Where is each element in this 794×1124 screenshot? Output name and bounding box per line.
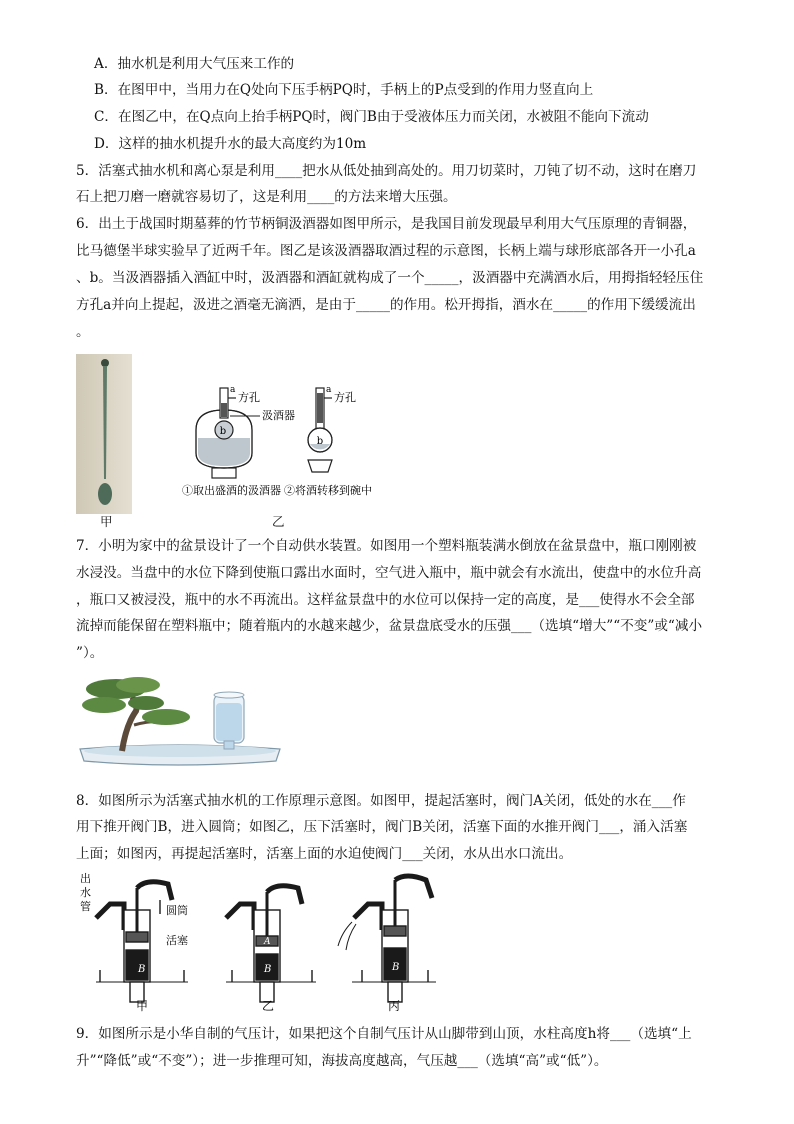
q9-line-1: 9．如图所示是小华自制的气压计，如果把这个自制气压计从山脚带到山顶，水柱高度h将___（选填“上	[76, 1026, 692, 1042]
piston-pump-diagram	[76, 870, 456, 1020]
bonsai-water-device	[76, 675, 286, 775]
valve-b-jia: B	[138, 964, 146, 975]
hole-b-label-1: b	[219, 426, 227, 437]
q4-option-d: D．这样的抽水机提升水的最大高度约为10m	[94, 136, 367, 152]
q6-label-yi: 乙	[272, 514, 285, 529]
q7-line-4: 流掉而能保留在塑料瓶中；随着瓶内的水越来越少，盆景盘底受水的压强___（选填“增大”“不变”或“减小	[76, 618, 703, 634]
q6-line-5: 。	[76, 324, 90, 340]
caption-step-2: ②将酒转移到碗中	[284, 484, 372, 497]
caption-step-1: ①取出盛酒的汲酒器	[182, 484, 281, 497]
piston-label: 活塞	[166, 934, 188, 947]
q6-figure	[76, 350, 416, 530]
q7-line-2: 水浸没。当盘中的水位下降到使瓶口露出水面时，空气进入瓶中，瓶中就会有水流出，使盘中的水位升高	[76, 565, 702, 581]
valve-b-yi: B	[264, 964, 272, 975]
hole-a-label-2: a	[326, 385, 332, 395]
pump-bing	[338, 876, 436, 1002]
pump-label-bing: 丙	[388, 999, 401, 1013]
q6-line-4: 方孔a并向上提起，汲进之酒毫无滴洒，是由于_____的作用。松开拇指，酒水在_____的作用下缓缓流出	[76, 297, 696, 313]
square-hole-label-1: 方孔	[238, 391, 260, 404]
q9-line-2: 升”“降低”或“不变”）；进一步推理可知，海拔高度越高，气压越___（选填“高”或“低”）。	[76, 1053, 608, 1069]
q7-line-5: ”）。	[76, 645, 104, 661]
hole-b-label-2: b	[316, 436, 324, 447]
q8-line-3: 上面；如图丙，再提起活塞时，活塞上面的水迫使阀门___关闭，水从出水口流出。	[76, 846, 573, 862]
q5-line-1: 5．活塞式抽水机和离心泵是利用____把水从低处抽到高处的。用刀切菜时，刀钝了切不动，这时在磨刀	[76, 163, 697, 179]
q5-line-2: 石上把刀磨一磨就容易切了，这是利用____的方法来增大压强。	[76, 189, 457, 205]
q8-line-2: 用下推开阀门B，进入圆筒；如图乙，压下活塞时，阀门B关闭，活塞下面的水推开阀门___，涌入活塞	[76, 819, 688, 835]
q6-line-3: 、b。当汲酒器插入酒缸中时，汲酒器和酒缸就构成了一个_____，汲酒器中充满酒水后，用拇指轻轻压住	[76, 270, 704, 286]
valve-b-bing: B	[392, 962, 400, 973]
q4-option-a: A．抽水机是利用大气压来工作的	[94, 56, 295, 72]
pump-label-yi: 乙	[262, 999, 275, 1013]
q8-line-1: 8．如图所示为活塞式抽水机的工作原理示意图。如图甲，提起活塞时，阀门A关闭，低处的水在___作	[76, 793, 686, 809]
outlet-char-3: 管	[80, 900, 91, 913]
q4-option-b: B．在图甲中，当用力在Q处向下压手柄PQ时，手柄上的P点受到的作用力竖直向上	[94, 82, 594, 98]
q7-line-1: 7．小明为家中的盆景设计了一个自动供水装置。如图用一个塑料瓶装满水倒放在盆景盘中，瓶口刚刚被	[76, 538, 697, 554]
q4-option-c: C．在图乙中，在Q点向上抬手柄PQ时，阀门B由于受液体压力而关闭，水被阻不能向下流动	[94, 109, 649, 125]
hole-a-label-1: a	[230, 385, 236, 395]
q6-line-1: 6．出土于战国时期墓葬的竹节柄铜汲酒器如图甲所示，是我国目前发现最早利用大气压原理的青铜器，	[76, 216, 697, 232]
bronze-ladle-photo	[76, 354, 132, 514]
pump-yi	[226, 886, 316, 1002]
pump-label-jia: 甲	[136, 999, 149, 1013]
ladle-schematic	[180, 358, 420, 508]
valve-a-yi: A	[264, 937, 271, 947]
q6-label-jia: 甲	[100, 514, 113, 529]
outlet-char-2: 水	[80, 886, 91, 899]
q7-line-3: ，瓶口又被浸没，瓶中的水不再流出。这样盆景盘中的水位可以保持一定的高度，是___使得水不会全部	[76, 592, 695, 608]
cylinder-label: 圆筒	[166, 904, 188, 917]
device-label: 汲酒器	[262, 409, 295, 422]
outlet-char-1: 出	[80, 872, 91, 885]
q6-line-2: 比马德堡半球实验早了近两千年。图乙是该汲酒器取酒过程的示意图，长柄上端与球形底部各开一小孔a	[76, 243, 696, 259]
square-hole-label-2: 方孔	[334, 391, 356, 404]
